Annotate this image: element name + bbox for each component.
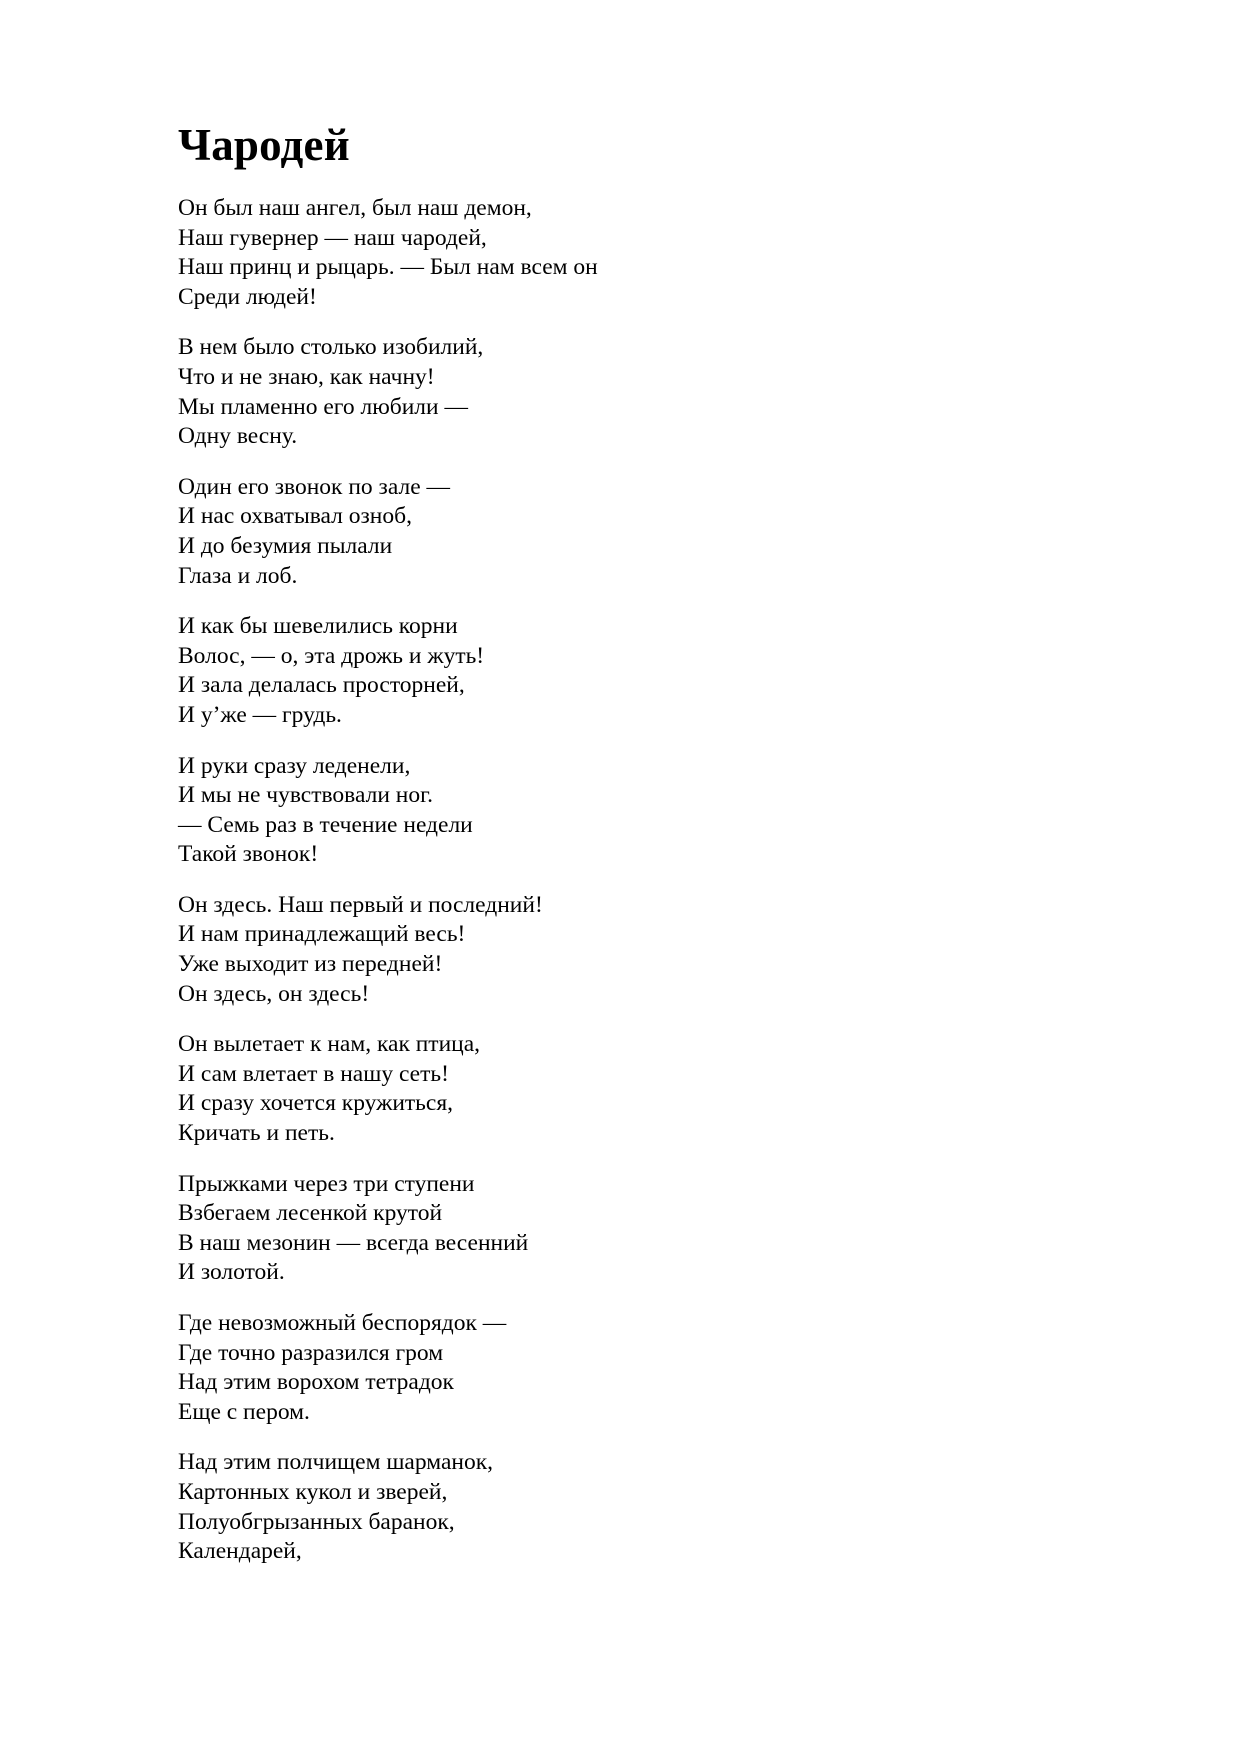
- poem-line: Картонных кукол и зверей,: [178, 1478, 448, 1505]
- stanza: [178, 333, 1078, 451]
- poem-line: И как бы шевелились корни: [178, 613, 458, 640]
- poem-line: Что и не знаю, как начну!: [178, 363, 435, 390]
- poem-line: Он здесь, он здесь!: [178, 980, 370, 1007]
- poem-body: [178, 194, 1078, 1567]
- poem-line: Прыжками через три ступени: [178, 1170, 475, 1197]
- poem-line: Полуобгрызанных баранок,: [178, 1508, 455, 1535]
- poem-line: Наш принц и рыцарь. — Был нам всем он: [178, 254, 598, 281]
- stanza: [178, 1030, 1078, 1148]
- stanza: [178, 473, 1078, 591]
- poem-line: И нам принадлежащий весь!: [178, 921, 466, 948]
- poem-line: Волос, — о, эта дрожь и жуть!: [178, 642, 485, 669]
- poem-line: Над этим полчищем шарманок,: [178, 1449, 494, 1476]
- poem-line: Календарей,: [178, 1538, 302, 1565]
- poem-line: И сам влетает в нашу сеть!: [178, 1060, 449, 1087]
- poem-line: Он здесь. Наш первый и последний!: [178, 891, 543, 918]
- stanza: [178, 1448, 1078, 1566]
- poem-line: В нем было столько изобилий,: [178, 334, 484, 361]
- poem-line: И мы не чувствовали ног.: [178, 782, 433, 809]
- poem-title: Чародей: [178, 120, 350, 170]
- poem-line: И зала делалась просторней,: [178, 672, 465, 699]
- poem-line: В наш мезонин — всегда весенний: [178, 1229, 529, 1256]
- poem-line: Такой звонок!: [178, 841, 319, 868]
- stanza: [178, 1170, 1078, 1288]
- stanza: [178, 891, 1078, 1009]
- poem-line: Уже выходит из передней!: [178, 951, 443, 978]
- poem-line: Среди людей!: [178, 283, 317, 310]
- poem-line: И нас охватывал озноб,: [178, 503, 412, 530]
- poem-line: Где невозможный беспорядок —: [178, 1310, 507, 1336]
- stanza: [178, 1309, 1078, 1427]
- poem-line: Наш гувернер — наш чародей,: [178, 224, 487, 251]
- poem-line: Еще с пером.: [178, 1398, 310, 1425]
- document-page: [178, 118, 1078, 1588]
- poem-line: Кричать и петь.: [178, 1120, 335, 1147]
- poem-line: И до безумия пылали: [178, 532, 393, 559]
- poem-line: Один его звонок по зале —: [178, 473, 450, 500]
- poem-line: Глаза и лоб.: [178, 562, 298, 589]
- poem-line: И золотой.: [178, 1259, 285, 1286]
- poem-line: Мы пламенно его любили —: [178, 393, 468, 420]
- poem-line: И сразу хочется кружиться,: [178, 1090, 454, 1117]
- stanza: [178, 752, 1078, 870]
- poem-line: Над этим ворохом тетрадок: [178, 1369, 454, 1396]
- poem-line: Он вылетает к нам, как птица,: [178, 1031, 481, 1058]
- poem-line: Одну весну.: [178, 423, 298, 450]
- stanza: [178, 612, 1078, 730]
- stanza: [178, 194, 1078, 312]
- poem-line: Он был наш ангел, был наш демон,: [178, 195, 532, 221]
- poem-line: И у’же — грудь.: [178, 701, 342, 728]
- poem-line: Где точно разразился гром: [178, 1339, 444, 1366]
- poem-line: — Семь раз в течение недели: [178, 811, 473, 838]
- poem-line: И руки сразу леденели,: [178, 752, 411, 779]
- poem-line: Взбегаем лесенкой крутой: [178, 1200, 443, 1227]
